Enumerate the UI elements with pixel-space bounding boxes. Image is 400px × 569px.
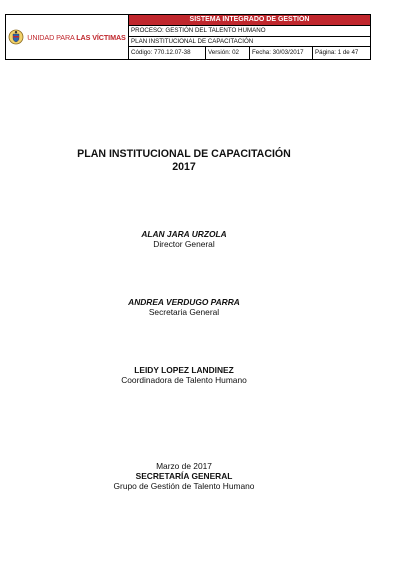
document-header bbox=[5, 14, 371, 60]
document-title bbox=[0, 148, 368, 174]
signatory-name: ANDREA VERDUGO PARRA bbox=[128, 297, 240, 307]
system-title: SISTEMA INTEGRADO DE GESTIÓN bbox=[129, 15, 370, 26]
footer-group: Grupo de Gestión de Talento Humano bbox=[113, 481, 255, 491]
logo-cell bbox=[6, 15, 129, 59]
document-date: Fecha: 30/03/2017 bbox=[250, 47, 313, 59]
organization-logo-text: UNIDAD PARA LAS VÍCTIMAS bbox=[27, 32, 126, 42]
footer-date: Marzo de 2017 bbox=[156, 461, 212, 471]
signatory-role: Director General bbox=[153, 239, 215, 249]
document-title-year: 2017 bbox=[172, 161, 196, 173]
document-name-label: PLAN INSTITUCIONAL DE CAPACITACIÓN bbox=[129, 37, 370, 48]
signatory-block bbox=[0, 365, 384, 385]
document-title-line1: PLAN INSTITUCIONAL DE CAPACITACIÓN bbox=[77, 148, 291, 160]
signatory-block bbox=[0, 297, 384, 317]
document-footer bbox=[0, 461, 384, 491]
signatory-block bbox=[0, 229, 384, 249]
document-code: Código: 770.12.07-38 bbox=[129, 47, 206, 59]
document-meta-row bbox=[129, 47, 370, 59]
signatory-name: ALAN JARA URZOLA bbox=[141, 229, 227, 239]
document-version: Versión: 02 bbox=[206, 47, 250, 59]
signatory-role: Secretaria General bbox=[148, 307, 220, 317]
coat-of-arms-icon bbox=[8, 29, 24, 45]
process-label: PROCESO: GESTIÓN DEL TALENTO HUMANO bbox=[129, 26, 370, 37]
header-info bbox=[129, 15, 370, 59]
footer-office: SECRETARÍA GENERAL bbox=[135, 471, 233, 481]
signatory-name: LEIDY LOPEZ LANDINEZ bbox=[134, 365, 234, 375]
signatory-role: Coordinadora de Talento Humano bbox=[121, 375, 247, 385]
page-number: Página: 1 de 47 bbox=[315, 49, 359, 57]
